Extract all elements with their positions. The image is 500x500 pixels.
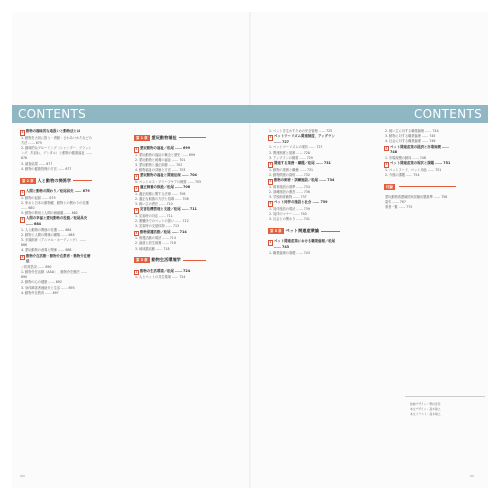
chapter-heading bbox=[20, 176, 92, 185]
section-title: ペットツーリズム関連制度、アップラン …… 727 bbox=[274, 134, 335, 144]
toc-section[interactable] bbox=[384, 161, 456, 168]
credit-line-2: 本文デザイン：高木敏之 bbox=[410, 407, 441, 411]
section-number: 2 bbox=[135, 174, 138, 179]
toc-section[interactable] bbox=[20, 216, 92, 227]
section-title: 動物の趣味的な取扱いと動物法とは bbox=[26, 129, 81, 133]
toc-item[interactable]: 2. 譲渡と終生飼養 …… 716 bbox=[135, 241, 176, 246]
section-number: 2 bbox=[135, 186, 138, 191]
section-number: 2 bbox=[269, 135, 272, 140]
section-title: ペット関連産業の経済と市場規模 …… 748 bbox=[390, 144, 449, 155]
credits-block bbox=[410, 402, 490, 417]
toc-item[interactable]: 1. 動物を大切に扱う・責動・さわあいかたなどの方法 …… 675 bbox=[21, 135, 92, 145]
section-title: ペット関連産業の現状と課題 …… 751 bbox=[390, 161, 451, 165]
toc-item[interactable]: 2. 動物の心の健康 …… 692 bbox=[21, 280, 62, 285]
section-number: 3 bbox=[269, 162, 272, 166]
chapter-rule bbox=[179, 137, 206, 138]
toc-section[interactable] bbox=[134, 185, 206, 192]
section-title: ペット関連産業における職業倫理／松尾 …… 743 bbox=[274, 239, 336, 249]
toc-item[interactable]: 2. 適正な飼養の方法と指導 …… 708 bbox=[135, 197, 189, 201]
toc-section[interactable] bbox=[134, 146, 206, 153]
toc-item[interactable]: 索引 …… 767 bbox=[385, 200, 406, 205]
toc-section[interactable] bbox=[268, 134, 340, 145]
section-number: 1 bbox=[269, 240, 272, 245]
toc-item[interactable]: 2. 飼い主に対する職業倫理 …… 744 bbox=[385, 129, 439, 133]
toc-section[interactable] bbox=[134, 207, 206, 214]
section-title: 動物の飼育・訓練施設／松尾 …… 734 bbox=[274, 178, 335, 182]
chapter-heading bbox=[268, 226, 340, 235]
toc-item[interactable]: 3. 地域猫活動 …… 718 bbox=[135, 246, 170, 251]
toc-item[interactable]: 3. 学校飼育動物 …… 737 bbox=[269, 195, 307, 199]
contents-title-left: CONTENTS bbox=[18, 107, 87, 121]
toc-column-1 bbox=[20, 129, 92, 296]
toc-item[interactable]: 4. 動物福祉の評価と方法 …… 703 bbox=[135, 168, 186, 173]
chapter-rule bbox=[183, 260, 206, 261]
toc-item[interactable]: 愛玩動物看護師国家試験出題基準 …… 756 bbox=[385, 195, 448, 199]
toc-item[interactable]: 2. 趣味的なグルーミング（シャンプー、ブラッシング、爪切れ、デンタル）と動物の健康福祉 …… 676 bbox=[21, 146, 92, 161]
toc-item[interactable]: 1. 適正飼養に関する法律 …… 706 bbox=[135, 191, 186, 196]
chapter-label: 第 1 章 bbox=[136, 135, 148, 140]
page-number-left: xiv bbox=[20, 474, 26, 478]
chapter-heading bbox=[134, 133, 206, 142]
toc-section[interactable] bbox=[268, 178, 340, 185]
toc-item[interactable]: 1. 飼育施設の基準 …… 734 bbox=[269, 184, 310, 189]
toc-item[interactable]: 3. 動物の利用と人間の価値観 …… 682 bbox=[21, 211, 78, 216]
chapter-title: 愛玩動物福祉 bbox=[151, 134, 177, 140]
section-title: 災害危機管理と支援／松尾 …… 711 bbox=[140, 207, 197, 212]
toc-item[interactable]: 3. アップランの概要 …… 729 bbox=[269, 155, 313, 160]
section-number: 2 bbox=[21, 217, 24, 222]
toc-item[interactable]: 3. 飼い主の責任 …… 710 bbox=[135, 202, 173, 207]
toc-item[interactable]: 1. 市場規模の動向 …… 748 bbox=[385, 155, 426, 160]
toc-item[interactable]: 3. 愛玩動物と適正飼養 …… 702 bbox=[135, 163, 183, 167]
toc-item[interactable]: 著者一覧 …… 775 bbox=[385, 205, 413, 210]
toc-item[interactable]: 4. 動物介在教育 …… 697 bbox=[21, 290, 59, 295]
section-number: 4 bbox=[135, 230, 138, 235]
toc-item[interactable]: 1. ペットフード、ペット用品 …… 751 bbox=[385, 167, 442, 172]
gutter bbox=[249, 12, 251, 488]
chapter-label: 第 2 章 bbox=[22, 178, 34, 183]
credit-line-1: 装幀デザイン：野村佳奈 bbox=[410, 402, 441, 406]
chapter-title: 人と動物の関係学 bbox=[37, 177, 72, 183]
section-number: 3 bbox=[135, 208, 138, 213]
toc-item[interactable]: 3. 多頭飼育（アニマル・ホーディング） …… 686 bbox=[21, 238, 87, 248]
toc-item[interactable]: 2. 避難所でのペットの扱い …… 712 bbox=[135, 219, 189, 224]
toc-item[interactable]: 2. 愛玩動物と飼養の福祉 …… 701 bbox=[135, 157, 186, 162]
toc-item[interactable]: 2. 家ネと日本の動物観、動物との関わりの変遷 …… 680 bbox=[21, 200, 89, 211]
toc-item[interactable]: 2. 動物関連の資格 …… 732 bbox=[269, 172, 310, 177]
toc-item[interactable]: 1. 保護活動の現状 …… 714 bbox=[135, 236, 176, 241]
section-title: 関連する業務・職種／松尾 …… 731 bbox=[274, 161, 331, 165]
chapter-heading bbox=[384, 182, 456, 191]
toc-item[interactable]: 3. 災害時の支援体制 …… 713 bbox=[135, 224, 180, 229]
chapter-rule bbox=[399, 186, 456, 187]
credit-line-3: 本文イラスト：高木敏之 bbox=[410, 412, 441, 416]
section-title: 動物介在活動・動物介在教育・動物介在療法 bbox=[26, 253, 91, 264]
toc-item[interactable]: 4. 動物の健康管理の方法 …… 677 bbox=[21, 166, 72, 171]
toc-item[interactable]: 1. 人と動物の関係の変遷 …… 684 bbox=[21, 227, 72, 232]
toc-item[interactable]: 1. ペットツーリズムの現状 …… 727 bbox=[269, 145, 323, 150]
toc-item[interactable]: 1. 愛玩動物の福祉の概念と歴史 …… 699 bbox=[135, 152, 195, 157]
chapter-label: 第 5 章 bbox=[270, 228, 282, 233]
toc-item[interactable]: 3. 調査結果 …… 677 bbox=[21, 161, 53, 166]
toc-item[interactable]: 1. 人とペットの共生環境 …… 724 bbox=[135, 275, 186, 280]
section-number: 5 bbox=[269, 201, 272, 206]
section-title: 適正飼養の推進／松尾 …… 706 bbox=[140, 185, 191, 190]
section-title: 愛玩動物の福祉と関連法規 …… 704 bbox=[140, 173, 197, 178]
toc-item[interactable]: 2. 動物と人間の関係の構築 …… 685 bbox=[21, 232, 75, 237]
toc-item[interactable]: 2. 今後の課題 …… 754 bbox=[385, 172, 420, 177]
chapter-rule bbox=[321, 231, 340, 232]
toc-item[interactable]: ／松尾昌央 …… 690 bbox=[21, 264, 52, 269]
section-number: 1 bbox=[135, 147, 138, 151]
toc-item[interactable]: 3. 動物に対する職業倫理 …… 745 bbox=[385, 134, 436, 139]
toc-section[interactable] bbox=[20, 129, 92, 136]
toc-item[interactable]: 3. 社会との関わり …… 741 bbox=[269, 217, 310, 222]
section-number: 3 bbox=[385, 162, 388, 166]
section-title: 動物保護活動／松尾 …… 714 bbox=[140, 229, 187, 234]
toc-section[interactable] bbox=[384, 145, 456, 156]
toc-item[interactable]: 1. 動物の業務と職種 …… 731 bbox=[269, 167, 314, 172]
toc-column-2 bbox=[134, 129, 206, 281]
chapter-label: 第 3 章 bbox=[136, 258, 148, 263]
toc-item[interactable]: 2. 関連制度と規制 …… 728 bbox=[269, 150, 310, 155]
section-title: 人間と動物の関わり／松尾昌央 …… 679 bbox=[26, 189, 90, 194]
toc-item[interactable]: 4. 愛玩動物の意義と関係 …… 688 bbox=[21, 248, 72, 253]
toc-section[interactable] bbox=[268, 200, 340, 207]
toc-section[interactable] bbox=[134, 173, 206, 180]
toc-item[interactable]: 1. ペットを生かすための安全管理 …… 725 bbox=[269, 129, 333, 133]
toc-section[interactable] bbox=[268, 161, 340, 168]
chapter-heading bbox=[134, 256, 206, 265]
page-number-right: xv bbox=[470, 474, 475, 478]
toc-item[interactable]: 5. ペットロス・グリーフケアの概要 …… 705 bbox=[135, 180, 202, 184]
section-number: 1 bbox=[21, 190, 24, 195]
toc-section[interactable] bbox=[20, 189, 92, 196]
chapter-rule bbox=[73, 180, 92, 181]
toc-item[interactable]: 1. 同伴施設の現状 …… 739 bbox=[269, 206, 310, 211]
toc-item[interactable]: 1. 災害時の対応 …… 711 bbox=[135, 214, 173, 218]
toc-item[interactable]: 4. 社会に対する職業倫理 …… 746 bbox=[385, 139, 436, 144]
toc-item[interactable]: 2. 同伴のマナー …… 740 bbox=[269, 212, 307, 216]
toc-item[interactable]: 2. 訓練施設の運営 …… 736 bbox=[269, 189, 310, 194]
section-title: ペット同伴の施設と社会 …… 739 bbox=[274, 200, 328, 205]
section-title: 人間の幸福と愛玩動物の役割／松尾昌央 …… 684 bbox=[26, 216, 88, 227]
section-number: 2 bbox=[21, 130, 24, 134]
section-number: 2 bbox=[385, 145, 388, 150]
toc-column-4 bbox=[384, 129, 456, 211]
section-number: 3 bbox=[21, 254, 24, 259]
section-title: 愛玩動物の福祉／松尾 …… 699 bbox=[140, 146, 191, 150]
toc-item[interactable]: 1. 動物介在活動（AAA）、動物介在療法 …… 690 bbox=[21, 270, 87, 280]
toc-item[interactable]: 1. 職業倫理の基礎 …… 743 bbox=[269, 250, 310, 255]
chapter-label: 付録 bbox=[386, 184, 393, 189]
section-number: 4 bbox=[269, 179, 272, 183]
toc-column-3 bbox=[268, 129, 340, 256]
section-title: 動物の生活環境／松尾 …… 724 bbox=[140, 268, 191, 273]
contents-title-right: CONTENTS bbox=[413, 107, 482, 121]
chapter-title: 動物生活環境学 bbox=[151, 257, 181, 263]
toc-section[interactable] bbox=[20, 254, 92, 265]
chapter-title: ペット関連産業論 bbox=[285, 227, 320, 233]
book-spread bbox=[12, 12, 488, 488]
section-number: 1 bbox=[135, 269, 138, 274]
toc-item[interactable]: 3. 身体障害者補助犬と生活 …… 695 bbox=[21, 285, 75, 290]
toc-item[interactable]: 1. 動物の起源 …… 679 bbox=[21, 195, 56, 200]
toc-section[interactable] bbox=[268, 239, 340, 250]
